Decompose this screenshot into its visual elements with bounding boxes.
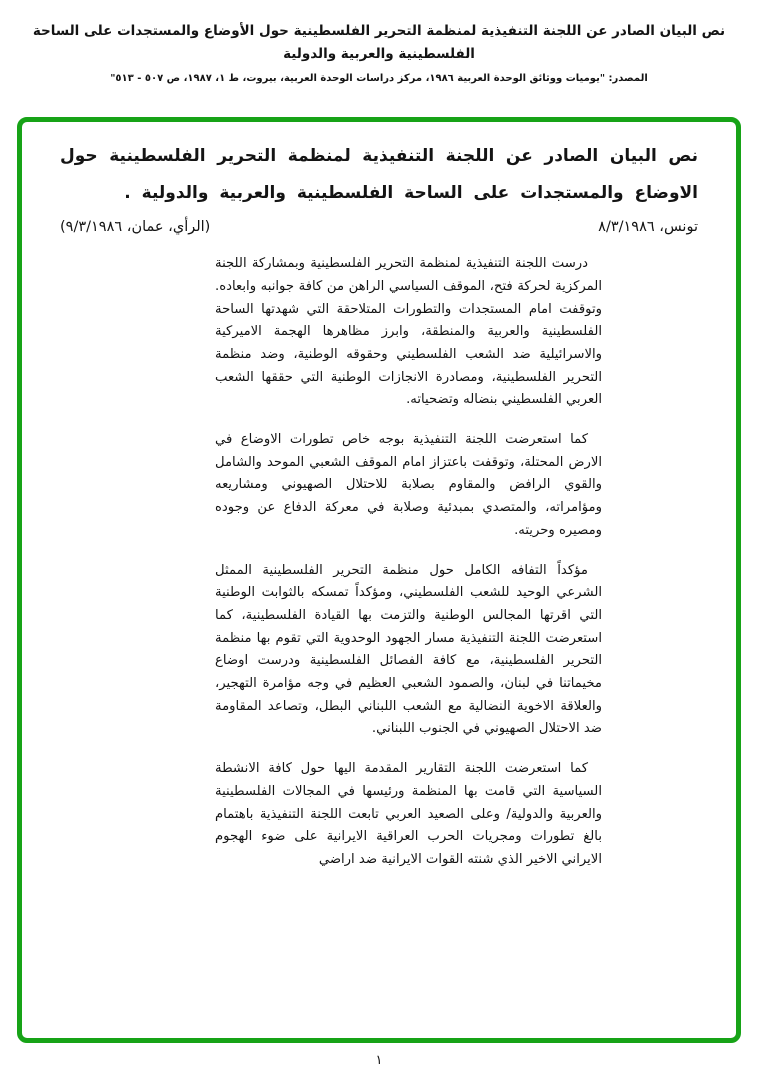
page-header (0, 0, 758, 84)
document-body (215, 253, 602, 872)
dateline-newspaper-ref: (الرأي، عمان، ٩/٣/١٩٨٦) (60, 219, 211, 236)
document-title: نص البيان الصادر عن اللجنة التنفيذية لمنظمة التحرير الفلسطينية حول الاوضاع والمستجدات على الساحة الفلسطينية والعربية والدولية . (60, 146, 698, 203)
header-title: نص البيان الصادر عن اللجنة التنفيذية لمنظمة التحرير الفلسطينية حول الأوضاع والمستجدات على الساحة الفلسطينية والعربية والدولية (32, 23, 726, 62)
source-citation: المصدر: "يوميات ووثائق الوحدة العربية ١٩٨٦، مركز دراسات الوحدة العربية، بيروت، ط ١، ١٩٨٧، ص ٥٠٧ - ٥١٣" (110, 72, 648, 84)
page-number: ١ (375, 1053, 383, 1068)
document-frame (17, 117, 741, 1043)
paragraph: مؤكداً التفافه الكامل حول منظمة التحرير الفلسطينية الممثل الشرعي الوحيد للشعب الفلسطيني، ومؤكداً تمسكه بالثوابت الوطنية التي اقرتها المجالس الوطنية والتزمت بها القيادة الفلسطينية، كما استعرضت اللجنة التنفيذية مسار الجهود الوحدوية التي تقوم بها منظمة التحرير الفلسطينية، مع كافة الفصائل الفلسطينية ودرست اوضاع مخيماتنا في لبنان، والصمود الشعبي العظيم في وجه مؤامرة التهجير، والعلاقة الاخوية النضالية مع الشعب اللبناني البطل، وتصاعد المقاومة ضد الاحتلال الصهيوني في الجنوب اللبناني. (215, 562, 602, 737)
dateline (60, 219, 698, 235)
paragraph: كما استعرضت اللجنة التقارير المقدمة اليها حول كافة الانشطة السياسية التي قامت بها المنظمة ورئيسها في المجالات الفلسطينية والعربية والدولية/ وعلى الصعيد العربي تابعت اللجنة التنفيذية باهتمام بالغ تطورات ومجريات الحرب العراقية الايرانية على ضوء الهجوم الايراني الاخير الذي شنته القوات الايرانية ضد اراضي (215, 761, 602, 867)
paragraph: كما استعرضت اللجنة التنفيذية بوجه خاص تطورات الاوضاع في الارض المحتلة، وتوقفت باعتزاز امام الموقف الشعبي الموحد والشامل والقوي الرافض والمقاوم بصلابة للاحتلال الصهيوني ومشاريعه ومؤامراته، والمتصدي بمبدئية وصلابة في معركة الدفاع عن وجوده ومصيره وحريته. (215, 432, 602, 538)
paragraph: درست اللجنة التنفيذية لمنظمة التحرير الفلسطينية وبمشاركة اللجنة المركزية لحركة فتح، الموقف السياسي الراهن من كافة جوانبه وابعاده. وتوقفت امام المستجدات والتطورات المتلاحقة التي شهدتها الساحة الفلسطينية والعربية والمنطقة، وابرز مظاهرها الهجمة الاميركية والاسرائيلية ضد الشعب الفلسطيني وحقوقه الوطنية، وضد منظمة التحرير الفلسطينية، ومصادرة الانجازات الوطنية التي حققها الشعب العربي الفلسطيني بنضاله وتضحياته. (215, 256, 602, 408)
dateline-place-date: تونس، ٨/٣/١٩٨٦ (598, 219, 698, 236)
